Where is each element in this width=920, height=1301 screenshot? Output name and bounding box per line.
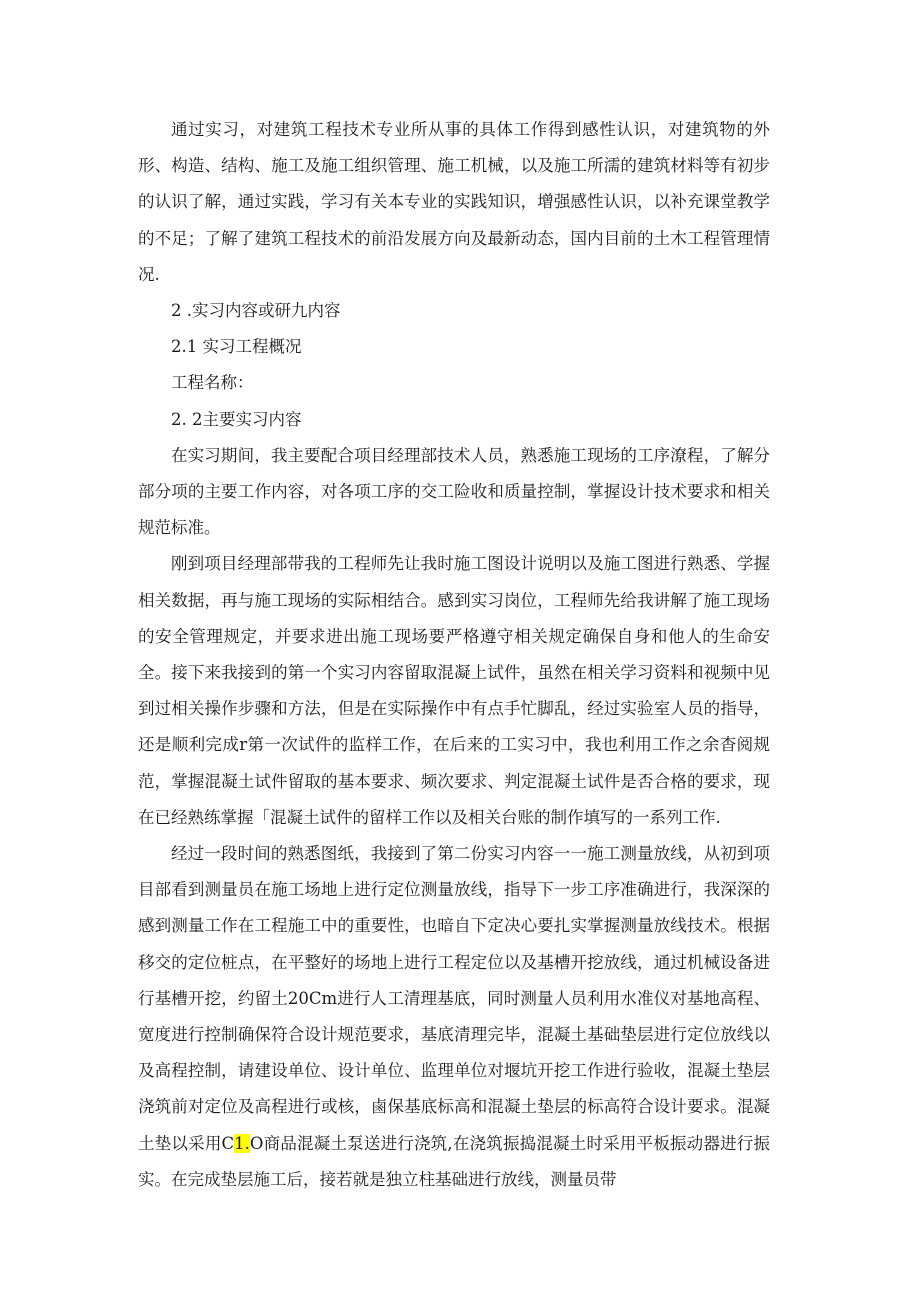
section-heading-2-2: 2. 2主要实习内容 — [171, 409, 302, 429]
paragraph-surveying-text-before: 经过一段时间的熟悉图纸，我接到了第二份实习内容一一施工测量放线，从初到项目部看到测量员在施工场地上进行定位测量放线，指导下一步工序准确进行，我深深的感到测量工作在工程施工中的重要性，也暗自下定决心要扎实掌握测量放线技术。根据移交的定位桩点，在平整好的场地上进行工程定位以及基槽开挖放线，通过机械设备进行基槽开挖，约留土20Cm进行人工清理基底，同时测量人员利用水准仪对基地高程、宽度进行控制确保符合设计规范要求，基底清理完毕，混凝土基础垫层进行定位放线以及高程控制，请建设单位、设计单位、监理单位对堰坑开挖工作进行验收，混凝土垫层浇筑前对定位及高程进行或核，鹵保基底标高和混凝土垫层的标高符合设计要求。混凝土垫以采用C — [138, 844, 770, 1153]
document-body — [138, 112, 770, 1198]
paragraph-internship: 在实习期间，我主要配合项目经理部技术人员，熟悉施工现场的工序潦程，了解分部分项的主要工作内容，对各项工序的交工险收和质量控制，掌握设计技术要求和相关规范标准。 — [138, 445, 770, 538]
paragraph-surveying-text-after: O商品混凝土泵送进行浇筑,在浇筑振捣混凝土时采用平板振动器进行振实。在完成垫层施工后，接若就是独立柱基础进行放线，测量员带 — [138, 1133, 771, 1189]
project-name-label: 工程名称： — [171, 373, 254, 393]
paragraph-concrete-specimens: 刚到项目经理部带我的工程师先让我时施工图设计说明以及施工图进行熟悉、学握相关数据，再与施工现场的实际相结合。感到实习岗位，工程师先给我讲解了施工现场的安全管理规定，并要求进出施工现场要严格遵守相关规定确保自身和他人的生命安全。接下来我接到的第一个实习内容留取混凝上试件，虽然在相关学习资料和视频中见到过相关操作步骤和方法，但是在实际操作中有点手忙脚乱，经过实验室人员的指导，还是顺利完成r第一次试件的监样工作，在后来的工实习中，我也利用工作之余杳阅规范，掌握混凝土试件留取的基本要求、频次要求、判定混凝土试件是否合格的要求，现在已经熟练掌握「混凝土试件的留样工作以及相关台账的制作填写的一系列工作. — [138, 554, 770, 827]
highlighted-text: 1. — [234, 1133, 250, 1153]
section-heading-2-1: 2.1 实习工程概况 — [171, 337, 302, 357]
paragraph-surveying — [138, 836, 770, 1198]
section-heading-2: 2 .实习内容或研九内容 — [171, 301, 341, 321]
paragraph-intro: 通过实习，对建筑工程技术专业所从事的具体工作得到感性认识，对建筑物的外形、构造、结构、施工及施工组织管理、施工机械，以及施工所濡的建筑材料等有初步的认识了解，通过实践，学习有关本专业的实践知识，增强感性认识，以补充课堂教学的不足；了解了建筑工程技术的前沿发展方向及最新动态，国内目前的土木工程管理情况. — [138, 120, 770, 284]
